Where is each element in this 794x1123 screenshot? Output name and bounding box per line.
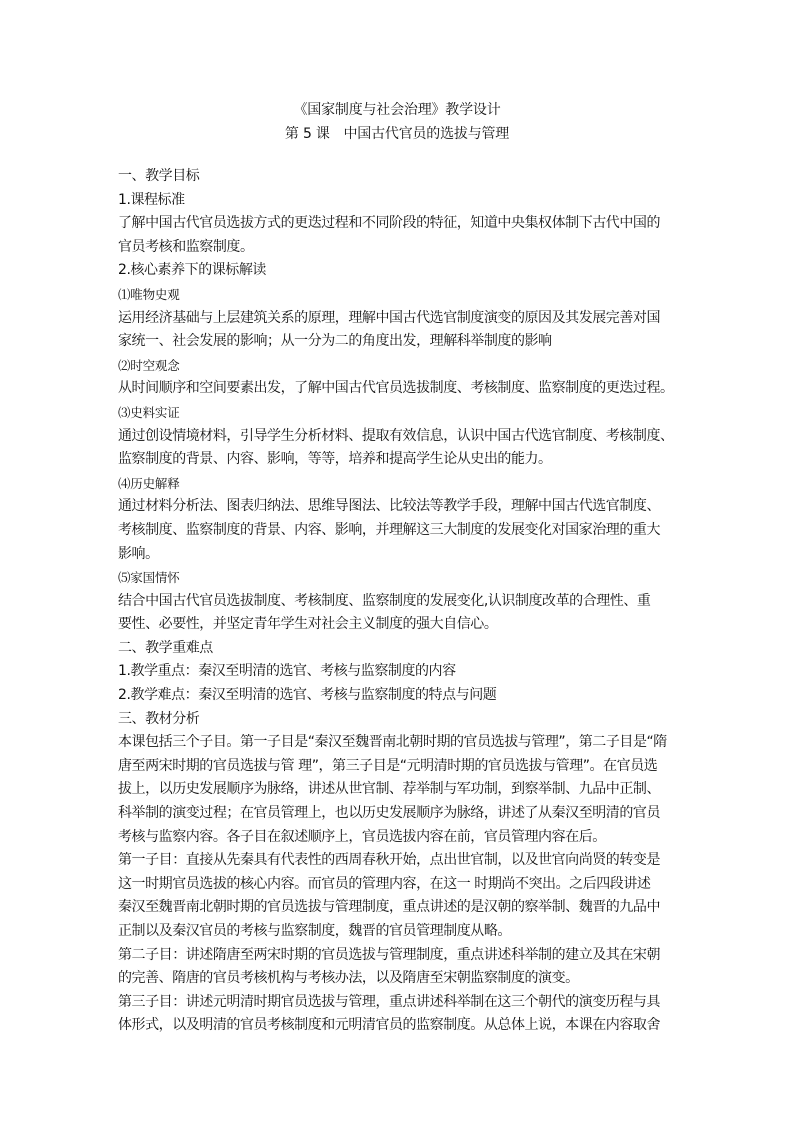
text-line: 从时间顺序和空间要素出发，了解中国古代官员选拔制度、考核制度、监察制度的更迭过程。	[118, 380, 674, 397]
section-heading-textbook-analysis: 三、教材分析	[118, 710, 200, 727]
lesson-subtitle: 第 5 课 中国古代官员的选拔与管理	[284, 126, 510, 142]
text-line: 影响。	[118, 545, 159, 562]
subheading-patriotism: ⑸家国情怀	[118, 570, 180, 586]
text-line: 本课包括三个子目。第一子目是“秦汉至魏晋南北朝时期的官员选拔与管理”，第二子目是“隋	[118, 734, 667, 751]
text-line: 唐至两宋时期的官员选拔与管 理”，第三子目是“元明清时期的官员选拔与管理”。在官员选	[118, 757, 658, 774]
text-line: 第三子目：讲述元明清时期官员选拔与管理，重点讲述科举制在这三个朝代的演变历程与具	[118, 993, 660, 1010]
text-line: 2.教学难点：秦汉至明清的选官、考核与监察制度的特点与问题	[118, 687, 497, 704]
text-line: 这一时期官员选拔的核心内容。而官员的管理内容，在这一 时期尚不突出。之后四段讲述	[118, 875, 651, 892]
text-line: 官员考核和监察制度。	[118, 238, 254, 255]
text-line: 1.教学重点：秦汉至明清的选官、考核与监察制度的内容	[118, 663, 456, 680]
subheading-materialism: ⑴唯物史观	[118, 286, 180, 302]
text-line: 通过材料分析法、图表归纳法、思维导图法、比较法等教学手段，理解中国古代选官制度、	[118, 498, 660, 515]
text-line: 监察制度的背景、内容、影响，等等，培养和提高学生论从史出的能力。	[118, 451, 552, 468]
text-line: 第一子目：直接从先秦具有代表性的西周春秋开始，点出世官制，以及世官向尚贤的转变是	[118, 852, 660, 869]
document-body	[118, 165, 688, 1038]
subheading-spatiotemporal: ⑵时空观念	[118, 357, 180, 373]
text-line: 通过创设情境材料，引导学生分析材料、提取有效信息，认识中国古代选官制度、考核制度、	[118, 427, 674, 444]
text-line: 科举制的演变过程；在官员管理上，也以历史发展顺序为脉络，讲述了从秦汉至明清的官员	[118, 805, 660, 822]
subheading-evidence: ⑶史料实证	[118, 404, 180, 420]
text-line: 正制以及秦汉官员的考核与监察制度，魏晋的官员管理制度从略。	[118, 923, 511, 939]
text-line: 的完善、隋唐的官员考核机构与考核办法，以及隋唐至宋朝监察制度的演变。	[118, 970, 579, 987]
section-heading-objectives: 一、教学目标	[118, 168, 200, 184]
text-line: 考核与监察内容。各子目在叙述顺序上，官员选拔内容在前，官员管理内容在后。	[118, 828, 606, 845]
document-title: 《国家制度与社会治理》教学设计	[293, 102, 501, 118]
text-line: 体形式，以及明清的官员考核制度和元明清官员的监察制度。从总体上说，本课在内容取舍	[118, 1017, 660, 1034]
text-line: 运用经济基础与上层建筑关系的原理，理解中国古代选官制度演变的原因及其发展完善对国	[118, 309, 660, 326]
subheading-interpretation: ⑷历史解释	[118, 475, 180, 491]
text-line: 第二子目：讲述隋唐至两宋时期的官员选拔与管理制度，重点讲述科举制的建立及其在宋朝	[118, 946, 660, 963]
text-line: 家统一、社会发展的影响；从一分为二的角度出发，理解科举制度的影响	[118, 333, 552, 350]
title-block	[0, 98, 794, 146]
text-line: 秦汉至魏晋南北朝时期的官员选拔与管理制度，重点讲述的是汉朝的察举制、魏晋的九品中	[118, 899, 660, 916]
text-line: 要性、必要性，并坚定青年学生对社会主义制度的强大自信心。	[118, 616, 498, 633]
text-line: 结合中国古代官员选拔制度、考核制度、监察制度的发展变化,认识制度改革的合理性、重	[118, 592, 651, 609]
section-heading-key-points: 二、教学重难点	[118, 639, 213, 656]
text-line: 考核制度、监察制度的背景、内容、影响，并理解这三大制度的发展变化对国家治理的重大	[118, 521, 660, 538]
text-line: 了解中国古代官员选拔方式的更迭过程和不同阶段的特征，知道中央集权体制下古代中国的	[118, 215, 660, 232]
subheading-core-literacy: 2.核心素养下的课标解读	[118, 262, 266, 279]
subheading-curriculum-standard: 1.课程标准	[118, 191, 185, 208]
text-line: 拔上，以历史发展顺序为脉络，讲述从世官制、荐举制与军功制，到察举制、九品中正制、	[118, 781, 660, 798]
